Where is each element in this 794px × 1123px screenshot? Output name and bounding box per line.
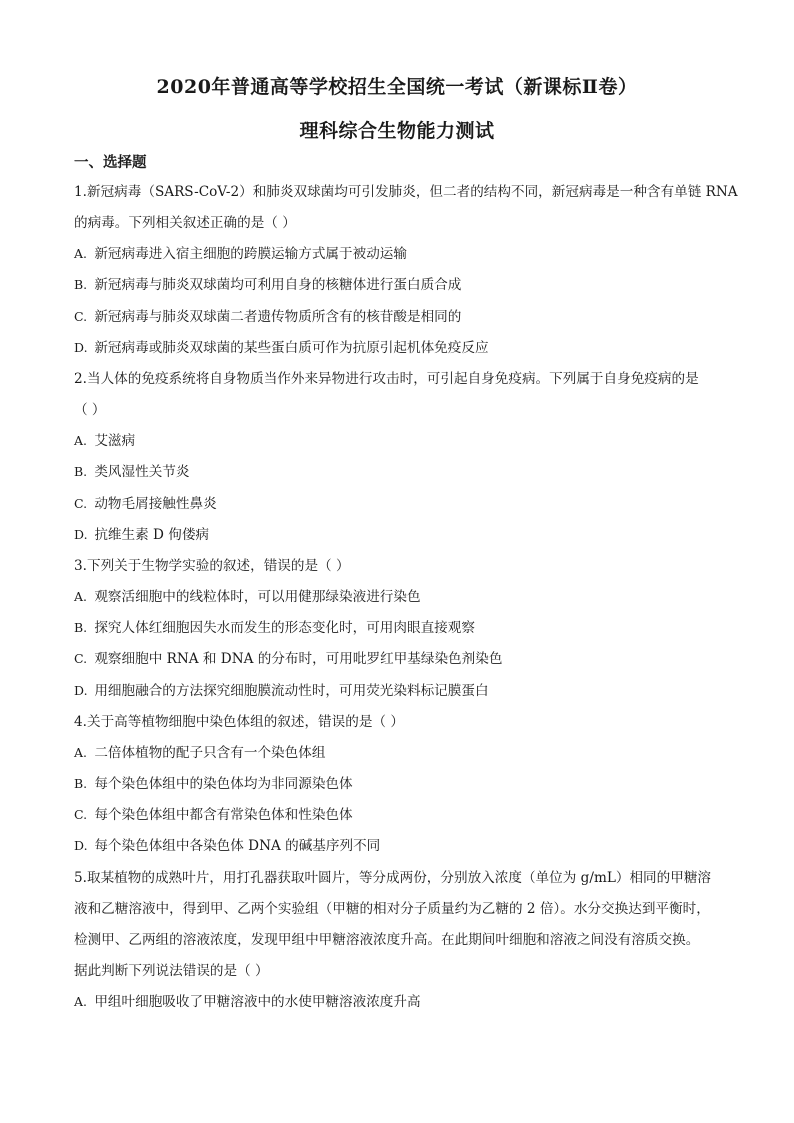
option-letter: B. (74, 620, 88, 635)
question-1-stem-line-2: 的病毒。下列相关叙述正确的是（ ） (74, 215, 296, 231)
question-2-option-a (74, 432, 135, 450)
option-letter: D. (74, 838, 88, 853)
question-1-option-a (74, 245, 407, 263)
question-3-option-c (74, 650, 502, 668)
option-text: 抗维生素 D 佝偻病 (94, 527, 210, 543)
option-letter: C. (74, 496, 88, 511)
option-letter: C. (74, 309, 88, 324)
question-2-stem-line-2: （ ） (74, 402, 106, 418)
question-5-stem-line-3: 检测甲、乙两组的溶液浓度，发现甲组中甲糖溶液浓度升高。在此期间叶细胞和溶液之间没有溶质交换。 (74, 932, 700, 948)
option-text: 类风湿性关节炎 (94, 464, 190, 480)
section-heading: 一、选择题 (74, 154, 147, 171)
option-letter: A. (74, 745, 88, 760)
option-letter: C. (74, 807, 88, 822)
question-2-option-d (74, 526, 209, 544)
question-1-option-d (74, 339, 489, 357)
option-letter: A. (74, 589, 88, 604)
question-5-option-a (74, 993, 421, 1011)
option-text: 探究人体红细胞因失水而发生的形态变化时，可用肉眼直接观察 (94, 620, 475, 636)
option-text: 艾滋病 (94, 433, 136, 449)
question-5-stem-line-4: 据此判断下列说法错误的是（ ） (74, 963, 269, 979)
exam-subtitle: 理科综合生物能力测试 (299, 120, 495, 142)
option-letter: D. (74, 683, 88, 698)
option-letter: D. (74, 340, 88, 355)
option-text: 新冠病毒进入宿主细胞的跨膜运输方式属于被动运输 (94, 246, 407, 262)
option-text: 每个染色体组中都含有常染色体和性染色体 (94, 807, 353, 823)
option-letter: C. (74, 651, 88, 666)
option-letter: B. (74, 277, 88, 292)
question-1-option-c (74, 308, 461, 326)
question-4-option-a (74, 744, 325, 762)
option-text: 二倍体植物的配子只含有一个染色体组 (94, 745, 326, 761)
question-4-option-b (74, 775, 353, 793)
option-letter: D. (74, 527, 88, 542)
option-letter: B. (74, 464, 88, 479)
question-1-stem-line-1: 1.新冠病毒（SARS-CoV-2）和肺炎双球菌均可引发肺炎，但二者的结构不同，新冠病毒是一种含有单链 RNA (74, 184, 738, 200)
question-2-option-b (74, 463, 189, 481)
option-text: 新冠病毒与肺炎双球菌均可利用自身的核糖体进行蛋白质合成 (94, 277, 462, 293)
option-letter: A. (74, 246, 88, 261)
question-3-option-d (74, 682, 489, 700)
option-letter: A. (74, 994, 88, 1009)
option-text: 每个染色体组中各染色体 DNA 的碱基序列不同 (94, 838, 381, 854)
option-letter: A. (74, 433, 88, 448)
option-text: 观察活细胞中的线粒体时，可以用健那绿染液进行染色 (94, 589, 421, 605)
option-text: 用细胞融合的方法探究细胞膜流动性时，可用荧光染料标记膜蛋白 (94, 683, 489, 699)
option-text: 动物毛屑接触性鼻炎 (94, 496, 217, 512)
question-5-stem-line-1: 5.取某植物的成熟叶片，用打孔器获取叶圆片，等分成两份，分别放入浓度（单位为 g/mL）相同的甲糖溶 (74, 870, 712, 886)
option-text: 每个染色体组中的染色体均为非同源染色体 (94, 776, 353, 792)
option-letter: B. (74, 776, 88, 791)
question-2-stem-line-1: 2.当人体的免疫系统将自身物质当作外来异物进行攻击时，可引起自身免疫病。下列属于自身免疫病的是 (74, 371, 699, 387)
question-3-option-a (74, 588, 421, 606)
option-text: 新冠病毒与肺炎双球菌二者遗传物质所含有的核苷酸是相同的 (94, 309, 462, 325)
question-4-option-c (74, 806, 353, 824)
question-1-option-b (74, 276, 461, 294)
question-2-option-c (74, 495, 217, 513)
exam-title: 2020年普通高等学校招生全国统一考试（新课标Ⅱ卷） (156, 76, 638, 98)
question-3-stem-line-1: 3.下列关于生物学实验的叙述，错误的是（ ） (74, 558, 350, 574)
question-4-stem-line-1: 4.关于高等植物细胞中染色体组的叙述，错误的是（ ） (74, 714, 404, 730)
question-4-option-d (74, 837, 380, 855)
option-text: 观察细胞中 RNA 和 DNA 的分布时，可用吡罗红甲基绿染色剂染色 (94, 651, 503, 667)
option-text: 新冠病毒或肺炎双球菌的某些蛋白质可作为抗原引起机体免疫反应 (94, 340, 489, 356)
question-3-option-b (74, 619, 475, 637)
option-text: 甲组叶细胞吸收了甲糖溶液中的水使甲糖溶液浓度升高 (94, 994, 421, 1010)
question-5-stem-line-2: 液和乙糖溶液中，得到甲、乙两个实验组（甲糖的相对分子质量约为乙糖的 2 倍）。水分交换达到平衡时， (74, 901, 710, 917)
